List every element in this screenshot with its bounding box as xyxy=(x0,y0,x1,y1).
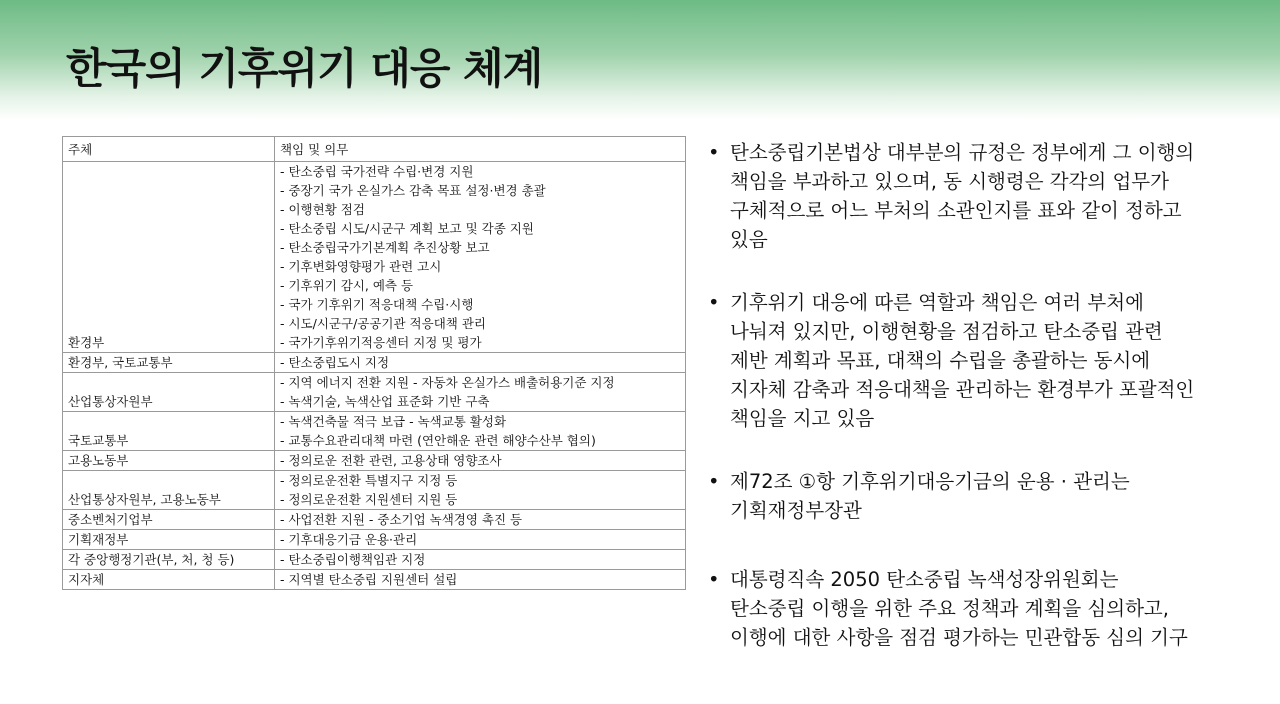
bullet-marker: • xyxy=(708,291,720,314)
duty-item: - 탄소중립 시도/시군구 계획 보고 및 각종 지원 xyxy=(280,221,534,236)
table-row xyxy=(63,471,686,510)
bullet-item xyxy=(708,138,1256,254)
entity-cell: 환경부, 국토교통부 xyxy=(63,353,275,373)
duty-item: - 정의로운 전환 관련, 고용상태 영향조사 xyxy=(280,453,502,468)
entity-cell: 산업통상자원부, 고용노동부 xyxy=(63,471,275,510)
duties-cell xyxy=(275,412,686,451)
duty-item: - 시도/시군구/공공기관 적응대책 관리 xyxy=(280,316,486,331)
duty-item: - 탄소중립도시 지정 xyxy=(280,355,390,370)
duty-item: - 정의로운전환 특별지구 지정 등 xyxy=(280,473,458,488)
bullet-text: 탄소중립기본법상 대부분의 규정은 정부에게 그 이행의 책임을 부과하고 있으며, 동 시행령은 각각의 업무가 구체적으로 어느 부처의 소관인지를 표와 같이 정하고 있음 xyxy=(730,141,1195,251)
table-row xyxy=(63,530,686,550)
duty-item: - 녹색건축물 적극 보급 - 녹색교통 활성화 xyxy=(280,414,507,429)
responsibility-table xyxy=(62,136,686,590)
duties-cell xyxy=(275,530,686,550)
table-row xyxy=(63,353,686,373)
table-body xyxy=(63,162,686,590)
entity-cell: 각 중앙행정기관(부, 처, 청 등) xyxy=(63,550,275,570)
bullet-item xyxy=(708,565,1256,652)
duty-item: - 기후대응기금 운용·관리 xyxy=(280,532,418,547)
duty-item: - 기후변화영향평가 관련 고시 xyxy=(280,259,442,274)
duties-cell xyxy=(275,451,686,471)
table-row xyxy=(63,550,686,570)
entity-cell: 국토교통부 xyxy=(63,412,275,451)
duty-item: - 국가기후위기적응센터 지정 및 평가 xyxy=(280,335,482,350)
entity-cell: 고용노동부 xyxy=(63,451,275,471)
table-row xyxy=(63,510,686,530)
bullet-text: 기후위기 대응에 따른 역할과 책임은 여러 부처에 나눠져 있지만, 이행현황을 점검하고 탄소중립 관련 제반 계획과 목표, 대책의 수립을 총괄하는 동시에 지자체 감축과 적응대책을 관리하는 환경부가 포괄적인 책임을 지고 있음 xyxy=(730,291,1195,430)
duties-cell xyxy=(275,510,686,530)
entity-cell: 지자체 xyxy=(63,570,275,590)
table-row xyxy=(63,162,686,353)
table-row xyxy=(63,373,686,412)
bullet-marker: • xyxy=(708,141,720,164)
duty-item: - 국가 기후위기 적응대책 수립·시행 xyxy=(280,297,474,312)
duty-item: - 이행현황 점검 xyxy=(280,202,365,217)
duty-item: - 지역별 탄소중립 지원센터 설립 xyxy=(280,572,458,587)
entity-cell: 산업통상자원부 xyxy=(63,373,275,412)
entity-cell: 환경부 xyxy=(63,162,275,353)
bullet-text: 제72조 ①항 기후위기대응기금의 운용 · 관리는 기획재정부장관 xyxy=(730,470,1130,522)
duty-item: - 녹색기술, 녹색산업 표준화 기반 구축 xyxy=(280,394,490,409)
bullet-list xyxy=(708,138,1256,652)
table-row xyxy=(63,412,686,451)
duty-item: - 탄소중립이행책임관 지정 xyxy=(280,552,426,567)
duties-cell xyxy=(275,162,686,353)
table-row xyxy=(63,570,686,590)
header-entity: 주체 xyxy=(63,137,275,162)
duties-cell xyxy=(275,471,686,510)
duties-cell xyxy=(275,570,686,590)
bullet-item xyxy=(708,467,1256,525)
duty-item: - 기후위기 감시, 예측 등 xyxy=(280,278,414,293)
table-header-row xyxy=(63,137,686,162)
duty-item: - 중장기 국가 온실가스 감축 목표 설정·변경 총괄 xyxy=(280,183,546,198)
duties-cell xyxy=(275,373,686,412)
duties-cell xyxy=(275,550,686,570)
duty-item: - 교통수요관리대책 마련 (연안해운 관련 해양수산부 협의) xyxy=(280,433,596,448)
table-row xyxy=(63,451,686,471)
bullet-text: 대통령직속 2050 탄소중립 녹색성장위원회는 탄소중립 이행을 위한 주요 정책과 계획을 심의하고, 이행에 대한 사항을 점검 평가하는 민관합동 심의 기구 xyxy=(730,568,1188,649)
duty-item: - 탄소중립국가기본계획 추진상황 보고 xyxy=(280,240,490,255)
duty-item: - 정의로운전환 지원센터 지원 등 xyxy=(280,492,458,507)
entity-cell: 중소벤처기업부 xyxy=(63,510,275,530)
bullet-marker: • xyxy=(708,470,720,493)
page-title: 한국의 기후위기 대응 체계 xyxy=(66,44,543,93)
bullet-item xyxy=(708,288,1256,433)
duty-item: - 사업전환 지원 - 중소기업 녹색경영 촉진 등 xyxy=(280,512,523,527)
duty-item: - 지역 에너지 전환 지원 - 자동차 온실가스 배출허용기준 지정 xyxy=(280,375,615,390)
duty-item: - 탄소중립 국가전략 수립·변경 지원 xyxy=(280,164,474,179)
entity-cell: 기획재정부 xyxy=(63,530,275,550)
bullet-marker: • xyxy=(708,568,720,591)
header-duties: 책임 및 의무 xyxy=(275,137,686,162)
duties-cell xyxy=(275,353,686,373)
